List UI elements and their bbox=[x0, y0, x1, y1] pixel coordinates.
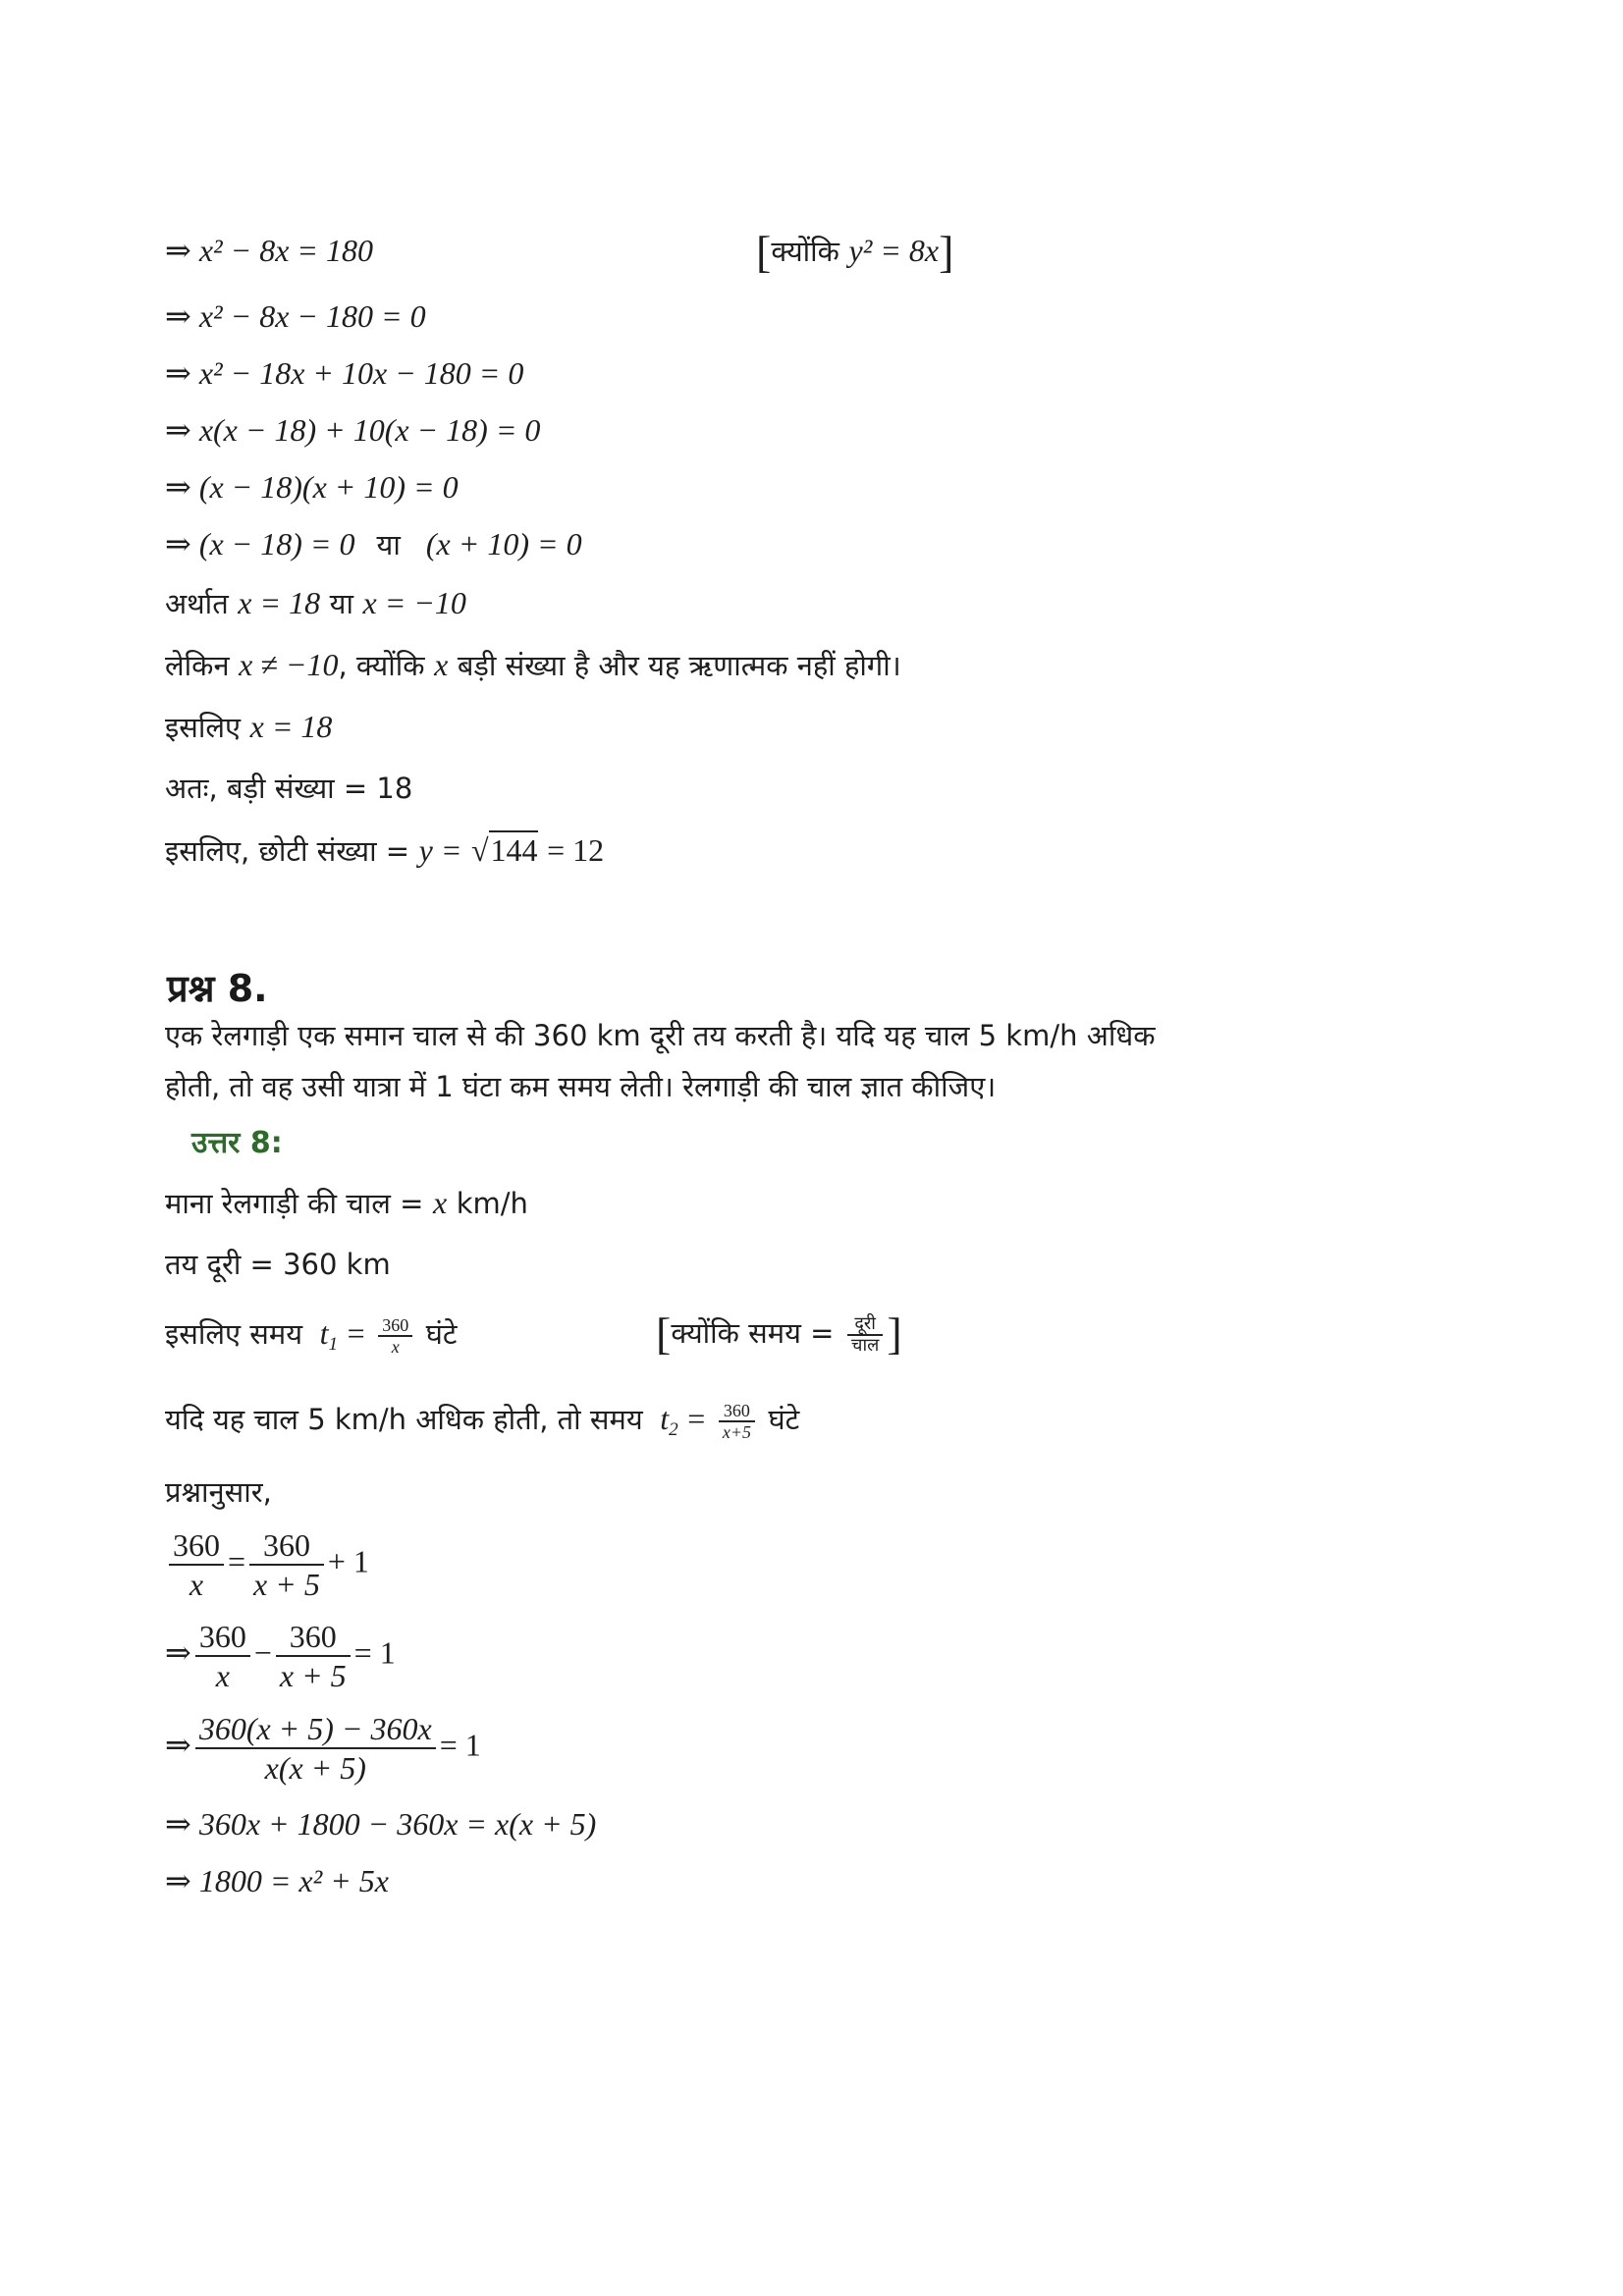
implies-symbol: ⇒ bbox=[165, 526, 199, 561]
denominator: x bbox=[215, 1658, 230, 1693]
equation-line bbox=[165, 1526, 369, 1603]
implies-symbol: ⇒ bbox=[165, 233, 199, 268]
implies-symbol: ⇒ bbox=[165, 469, 199, 505]
denominator: x(x + 5) bbox=[264, 1750, 366, 1786]
equation-line bbox=[165, 231, 373, 270]
equation-line bbox=[165, 1710, 481, 1787]
numerator: 360 bbox=[249, 1526, 324, 1566]
equation-expr: 360x + 1800 − 360x = x(x + 5) bbox=[198, 1806, 597, 1842]
variable: t bbox=[319, 1315, 329, 1351]
fraction bbox=[249, 1526, 324, 1603]
text-word: इसलिए, छोटी संख्या = bbox=[165, 834, 410, 868]
numerator: 360 bbox=[276, 1618, 351, 1657]
equation-expr: x = 18 bbox=[238, 585, 321, 620]
fraction bbox=[195, 1618, 250, 1694]
denominator: x bbox=[391, 1336, 400, 1357]
or-word: या bbox=[329, 587, 353, 620]
text-line bbox=[165, 707, 332, 748]
equation-line bbox=[165, 467, 459, 507]
numerator: दूरी bbox=[847, 1314, 883, 1336]
text-line bbox=[165, 1183, 528, 1224]
implies-symbol: ⇒ bbox=[165, 1863, 199, 1898]
text-line bbox=[165, 583, 466, 624]
fraction bbox=[195, 1710, 436, 1787]
unit: घंटे bbox=[768, 1403, 800, 1436]
text-word: इसलिए bbox=[165, 711, 242, 744]
question-text-line: एक रेलगाड़ी एक समान चाल से की 360 km दूरी तय करती है। यदि यह चाल 5 km/h अधिक bbox=[165, 1019, 1156, 1052]
equation-line bbox=[165, 296, 426, 336]
sqrt-argument: 144 bbox=[490, 832, 538, 868]
equation-expr: (x + 10) = 0 bbox=[425, 526, 582, 561]
equation-expr: (x − 18) = 0 bbox=[198, 526, 355, 561]
text-line: तय दूरी = 360 km bbox=[165, 1248, 391, 1281]
numerator: 360 bbox=[719, 1401, 755, 1422]
equation-tail: = 1 bbox=[353, 1634, 396, 1671]
answer-label: उत्तर 8: bbox=[191, 1126, 283, 1160]
equation-expr: x² − 8x = 180 bbox=[198, 233, 373, 268]
implies-symbol: ⇒ bbox=[165, 1727, 191, 1763]
text-line: इसलिए, छोटी संख्या = y = √144 = 12 bbox=[165, 832, 605, 868]
note-word: क्योंकि bbox=[771, 235, 839, 268]
equation-expr: 1800 = x² + 5x bbox=[198, 1863, 389, 1898]
equation-tail: = 1 bbox=[439, 1727, 481, 1763]
equation-expr: = 12 bbox=[547, 832, 605, 868]
subscript: 1 bbox=[328, 1333, 339, 1355]
text-word: यदि यह चाल 5 km/h अधिक होती, तो समय bbox=[165, 1403, 643, 1436]
variable: t bbox=[660, 1401, 670, 1436]
equation-expr: x ≠ −10 bbox=[239, 647, 339, 682]
equation-expr: x(x − 18) + 10(x − 18) = 0 bbox=[198, 412, 541, 448]
implies-symbol: ⇒ bbox=[165, 298, 199, 334]
text-line: प्रश्नानुसार, bbox=[165, 1475, 272, 1509]
time-t1-line: इसलिए समय $t_1$ = $\frac{360}{x}$ घंटे bbox=[165, 1314, 458, 1357]
equals: = bbox=[228, 1543, 246, 1579]
equation-line bbox=[165, 1861, 389, 1900]
fraction bbox=[719, 1401, 755, 1442]
fraction bbox=[378, 1315, 412, 1357]
note-word: क्योंकि समय = bbox=[671, 1316, 835, 1350]
question-text-line: होती, तो वह उसी यात्रा में 1 घंटा कम समय लेती। रेलगाड़ी की चाल ज्ञात कीजिए। bbox=[165, 1070, 997, 1103]
unit: km/h bbox=[456, 1187, 528, 1220]
text-word: अर्थात bbox=[165, 587, 229, 620]
implies-symbol: ⇒ bbox=[165, 412, 199, 448]
subscript: 2 bbox=[669, 1418, 678, 1440]
fraction bbox=[169, 1526, 224, 1603]
text-word: इसलिए समय bbox=[165, 1317, 303, 1351]
numerator: 360 bbox=[378, 1315, 412, 1337]
right-bracket: ] bbox=[887, 1308, 902, 1359]
fraction bbox=[276, 1618, 351, 1694]
note-expr: y² = 8x bbox=[848, 233, 940, 268]
numerator: 360 bbox=[169, 1526, 224, 1566]
variable: x bbox=[434, 647, 449, 682]
equation-line bbox=[165, 1804, 596, 1843]
denominator: x bbox=[189, 1567, 204, 1602]
denominator: x + 5 bbox=[279, 1658, 347, 1693]
unit: घंटे bbox=[425, 1317, 458, 1351]
equation-expr: x = −10 bbox=[362, 585, 466, 620]
denominator: x + 5 bbox=[253, 1567, 320, 1602]
text-word: , क्योंकि bbox=[338, 649, 425, 682]
equation-expr: x = 18 bbox=[249, 709, 333, 744]
equation-line bbox=[165, 1618, 396, 1694]
equation-tail: + 1 bbox=[327, 1543, 369, 1579]
numerator: 360 bbox=[195, 1618, 250, 1657]
equation-expr: (x − 18)(x + 10) = 0 bbox=[198, 469, 459, 505]
fraction bbox=[847, 1314, 883, 1356]
operator: − bbox=[253, 1634, 272, 1671]
variable: x bbox=[432, 1185, 448, 1220]
equation-line bbox=[165, 353, 523, 393]
numerator: 360(x + 5) − 360x bbox=[195, 1710, 436, 1749]
implies-symbol: ⇒ bbox=[165, 355, 199, 391]
reason-note bbox=[756, 227, 954, 277]
equation-line bbox=[165, 410, 540, 450]
equation-line bbox=[165, 524, 582, 564]
equation-expr: x² − 18x + 10x − 180 = 0 bbox=[198, 355, 524, 391]
denominator: चाल bbox=[851, 1334, 880, 1356]
right-bracket: ] bbox=[939, 227, 954, 277]
text-word: माना रेलगाड़ी की चाल = bbox=[165, 1187, 424, 1220]
left-bracket: [ bbox=[756, 227, 772, 277]
text-line bbox=[165, 645, 901, 686]
equation-expr: y = bbox=[418, 832, 462, 868]
text-line: अतः, बड़ी संख्या = 18 bbox=[165, 772, 413, 805]
text-word: बड़ी संख्या है और यह ऋणात्मक नहीं होगी। bbox=[457, 649, 901, 682]
question-title: प्रश्न 8. bbox=[167, 967, 268, 1010]
time-t2-line: यदि यह चाल 5 km/h अधिक होती, तो समय $t_2$ = $\frac{360}{x+5}$ घंटे bbox=[165, 1400, 800, 1442]
implies-symbol: ⇒ bbox=[165, 1806, 199, 1842]
left-bracket: [ bbox=[656, 1308, 672, 1359]
denominator: x+5 bbox=[722, 1421, 751, 1442]
text-word: लेकिन bbox=[165, 649, 230, 682]
or-word: या bbox=[376, 528, 401, 561]
reason-note bbox=[656, 1308, 902, 1359]
equation-expr: x² − 8x − 180 = 0 bbox=[198, 298, 426, 334]
implies-symbol: ⇒ bbox=[165, 1634, 191, 1671]
